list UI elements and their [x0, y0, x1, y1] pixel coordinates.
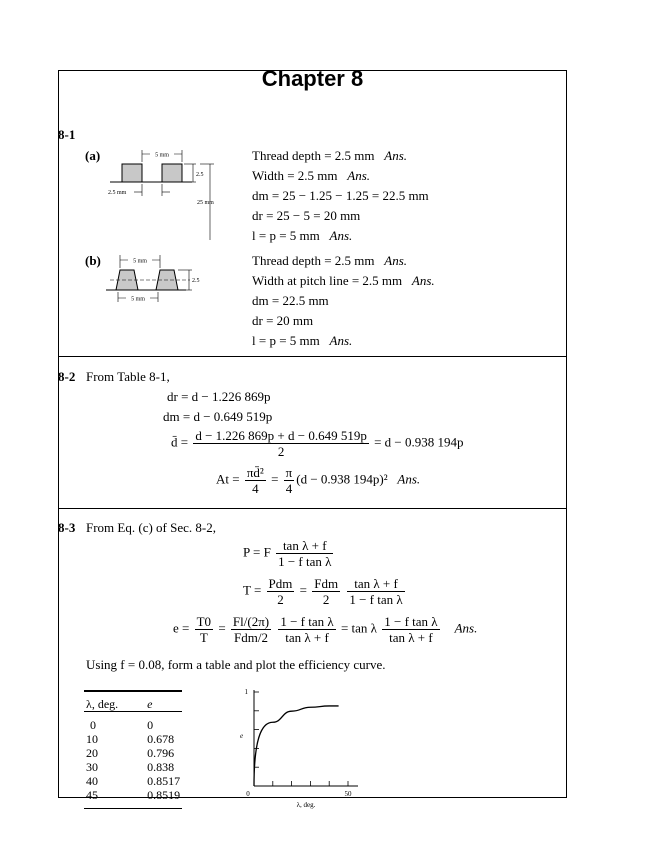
problem-intro: From Eq. (c) of Sec. 8-2,: [86, 520, 216, 535]
answer-line: Thread depth = 2.5 mm Ans.: [252, 253, 407, 268]
dim-label: 2.5: [196, 172, 204, 178]
column-header: λ, deg.: [86, 697, 119, 711]
x-axis-label: λ, deg.: [296, 801, 316, 809]
answer-line: dr = 25 − 5 = 20 mm: [252, 208, 361, 223]
answer-line: Width at pitch line = 2.5 mm Ans.: [252, 273, 435, 288]
table-cell: 20: [86, 746, 98, 760]
dim-label: 2.5: [192, 278, 200, 284]
table-row: [84, 746, 182, 760]
dim-label: 2.5 mm: [108, 190, 127, 196]
answer-line: l = p = 5 mm Ans.: [252, 228, 353, 243]
divider: [58, 508, 567, 509]
series-line: [254, 706, 339, 786]
chapter-title: Chapter 8: [261, 66, 364, 91]
equation: dm = d − 0.649 519p: [163, 409, 273, 424]
equation: d̄ = $\frac{d - 1.226 869p + d - 0.649 519p}{2}$ = d − 0.938 194p: [171, 428, 464, 459]
table-cell: 0: [147, 718, 154, 732]
answer-line: l = p = 5 mm Ans.: [252, 333, 353, 348]
problem-number: 8-2: [58, 369, 76, 384]
table-cell: 45: [86, 788, 98, 802]
table-rule: [84, 808, 182, 809]
dim-label: 5 mm: [133, 258, 147, 265]
efficiency-chart: [230, 682, 370, 812]
equation: e = $\frac{T0}{T}$ = $\frac{Fl/(2\pi)}{\text{Fdm/2}}$ $\frac{\text{1 − f tan λ}}{\text{tan λ + f}}$ = tan λ $\frac{\text{1 − f tan λ}}{\text{tan λ + f}}$ Ans.: [173, 614, 478, 645]
dim-label: 5 mm: [155, 152, 169, 159]
thread-figure-b: [100, 252, 220, 308]
equation: At = $\frac{\text{πd̄²}}{4}$ = $\frac{\pi}{4}$ (d − 0.938 194p)² Ans.: [216, 465, 421, 496]
column-header: e: [147, 697, 153, 711]
table-cell: 0.838: [147, 760, 175, 774]
table-cell: 0.796: [147, 746, 175, 760]
thread-figure-a: [100, 146, 260, 246]
table-cell: 0.8519: [147, 788, 181, 802]
problem-intro: From Table 8-1,: [86, 369, 170, 384]
table-row: [84, 788, 182, 802]
table-row: [84, 732, 182, 746]
table-row: [84, 774, 182, 788]
answer-line: dm = 22.5 mm: [252, 293, 329, 308]
table-cell: 40: [86, 774, 98, 788]
table-header-row: [84, 697, 182, 712]
answer-line: dr = 20 mm: [252, 313, 314, 328]
table-cell: 0.8517: [147, 774, 181, 788]
dim-label: 25 mm: [197, 200, 214, 206]
x-tick-label: 0: [246, 790, 250, 798]
problem-number: 8-1: [58, 127, 76, 142]
table-row: [84, 760, 182, 774]
answer-line: Width = 2.5 mm Ans.: [252, 168, 371, 183]
part-label: (b): [85, 253, 101, 268]
y-tick-label: 1: [244, 688, 248, 696]
dim-label: 5 mm: [131, 296, 145, 303]
x-tick-label: 50: [344, 790, 352, 798]
efficiency-table: [84, 697, 182, 802]
part-label: (a): [85, 148, 101, 163]
answer-line: Thread depth = 2.5 mm Ans.: [252, 148, 407, 163]
divider: [58, 356, 567, 357]
table-cell: 0.678: [147, 732, 175, 746]
table-cell: 30: [86, 760, 98, 774]
y-axis-label: e: [240, 732, 244, 740]
problem-number: 8-3: [58, 520, 76, 535]
answer-line: dm = 25 − 1.25 − 1.25 = 22.5 mm: [252, 188, 429, 203]
table-cell: 10: [86, 732, 98, 746]
table-row: [84, 718, 182, 732]
table-cell: 0: [90, 718, 96, 732]
equation: T = $\frac{\text{Pdm}}{2}$ = $\frac{\text{Fdm}}{2}$ $\frac{\text{tan λ + f}}{\text{1 − f tan λ}}$: [243, 576, 403, 607]
equation: P = F $\frac{\text{tan λ + f}}{\text{1 − f tan λ}}$: [243, 538, 332, 569]
instruction-text: Using f = 0.08, form a table and plot the efficiency curve.: [86, 657, 386, 672]
equation: dr = d − 1.226 869p: [167, 389, 271, 404]
table-rule: [84, 690, 182, 692]
